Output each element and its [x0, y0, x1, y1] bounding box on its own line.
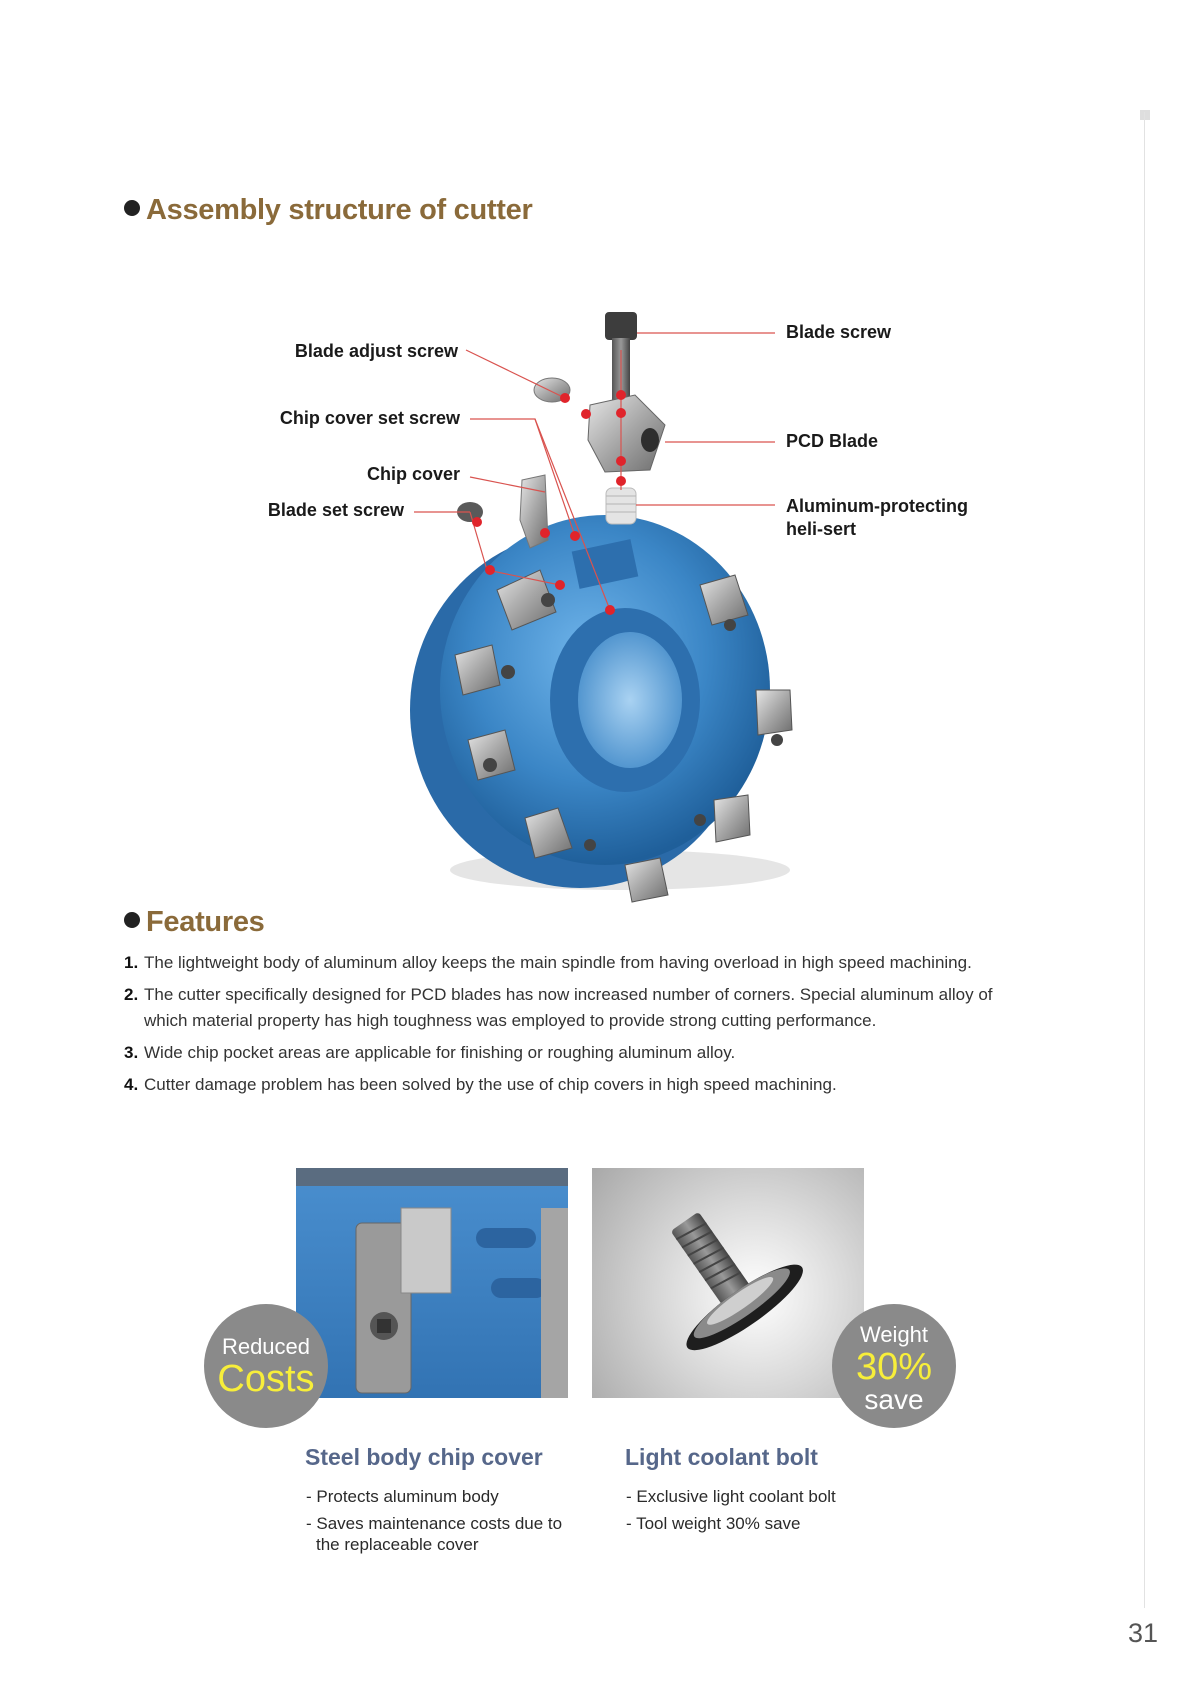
label-chip-cover-set-screw: Chip cover set screw — [279, 408, 460, 428]
bullet-item: - Protects aluminum body — [306, 1487, 499, 1506]
bullet-item: - Saves maintenance costs due to — [306, 1514, 563, 1533]
card-left-bullets — [306, 1486, 586, 1561]
label-blade-set-screw: Blade set screw — [267, 500, 404, 520]
label-blade-adjust-screw: Blade adjust screw — [294, 341, 458, 361]
bullet-item: - Exclusive light coolant bolt — [626, 1487, 836, 1506]
feature-text: The cutter specifically designed for PCD blades has now increased number of corners. Special aluminum alloy of which material property has high toughness was employed to provide strong cutting performance. — [144, 985, 993, 1030]
feature-item — [124, 982, 1004, 1034]
card-right-bullets — [626, 1486, 926, 1540]
bullet-item-continuation: the replaceable cover — [316, 1535, 479, 1554]
feature-text: Wide chip pocket areas are applicable for finishing or roughing aluminum alloy. — [144, 1043, 736, 1062]
features-list — [124, 950, 1004, 1104]
label-chip-cover: Chip cover — [366, 464, 460, 484]
bullet-dot-icon — [124, 912, 140, 928]
feature-text: Cutter damage problem has been solved by the use of chip covers in high speed machining. — [144, 1075, 837, 1094]
chip-cover-photo — [296, 1168, 568, 1398]
coolant-bolt-photo — [592, 1168, 864, 1398]
badge-big-text: Costs — [217, 1358, 315, 1400]
feature-number: 4. — [124, 1075, 139, 1094]
feature-number: 2. — [124, 985, 139, 1004]
badge-small-text: Weight — [859, 1322, 929, 1347]
label-heli-sert-line1: Aluminum-protecting — [786, 496, 968, 516]
label-blade-screw: Blade screw — [786, 322, 892, 342]
feature-item — [124, 1040, 1004, 1066]
section-title-features — [124, 906, 265, 939]
feature-number: 3. — [124, 1043, 139, 1062]
feature-item — [124, 950, 1004, 976]
bullet-item: - Tool weight 30% save — [626, 1514, 801, 1533]
badge-small-text: Reduced — [221, 1334, 311, 1359]
card-title-light-coolant-bolt: Light coolant bolt — [625, 1444, 818, 1470]
badge-reduced-costs — [204, 1304, 328, 1428]
badge-weight-save — [832, 1304, 956, 1428]
feature-text: The lightweight body of aluminum alloy keeps the main spindle from having overload in high speed machining. — [144, 953, 972, 972]
cutter-bore — [578, 632, 682, 768]
pcd-blade-part — [588, 395, 665, 472]
feature-item — [124, 1072, 1004, 1098]
feature-number: 1. — [124, 953, 139, 972]
card-title-steel-body-chip-cover: Steel body chip cover — [305, 1444, 543, 1470]
page-number: 31 — [1128, 1618, 1159, 1648]
badge-big-text: 30% — [855, 1346, 933, 1388]
section-title-text: Features — [146, 906, 265, 938]
label-pcd-blade: PCD Blade — [786, 431, 879, 451]
label-heli-sert-line2: heli-sert — [786, 519, 857, 539]
heli-sert-part — [606, 488, 636, 524]
badge-small-text-2: save — [864, 1384, 924, 1415]
section-title-text: Assembly structure of cutter — [146, 194, 533, 226]
